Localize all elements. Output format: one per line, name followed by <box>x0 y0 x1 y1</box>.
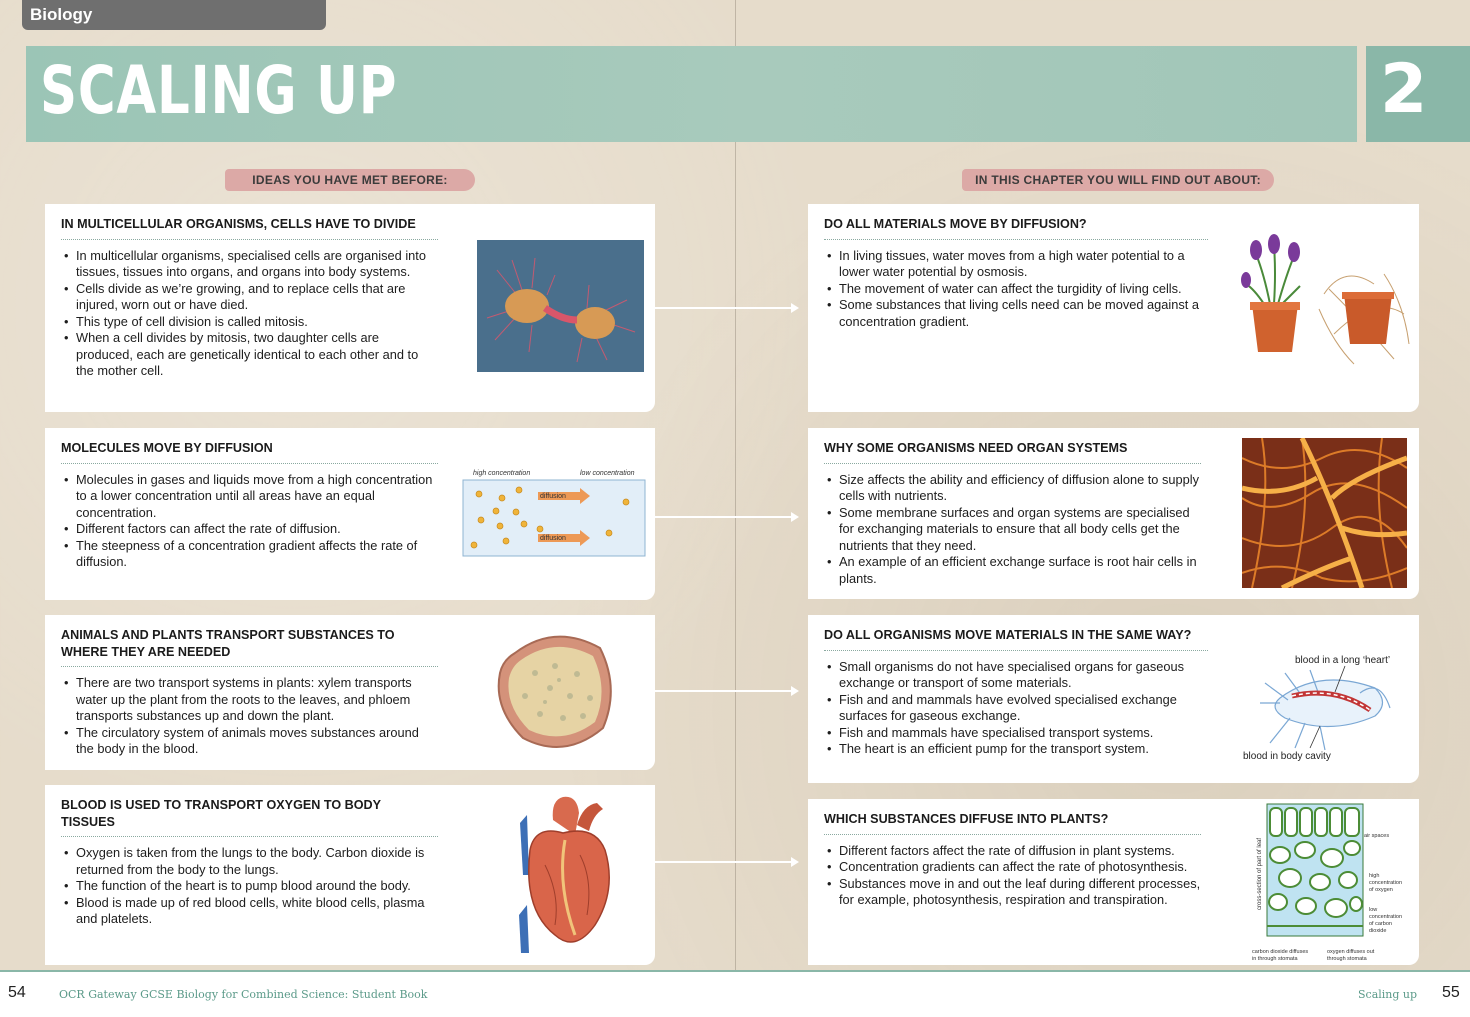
connector-arrow <box>655 690 793 692</box>
chapter-title: SCALING UP <box>40 52 398 129</box>
heart-illustration <box>505 795 623 955</box>
bullet-item: • Oxygen is taken from the lungs to the body. Carbon dioxide is returned from the body to the lungs. <box>76 845 438 878</box>
bullet-list <box>824 843 1204 909</box>
stem-cross-section <box>495 628 619 756</box>
bullet-item: • Cells divide as we’re growing, and to replace cells that are injured, worn out or have died. <box>76 281 438 314</box>
card-title: ANIMALS AND PLANTS TRANSPORT SUBSTANCES TO WHERE THEY ARE NEEDED <box>61 627 438 667</box>
bullet-list <box>61 472 438 571</box>
bullet-item: • The heart is an efficient pump for the transport system. <box>839 741 1208 758</box>
bullet-list <box>61 248 438 380</box>
low-carbon-dioxide-label: low concentration of carbon dioxide <box>1369 907 1403 934</box>
blood-body-cavity-label: blood in body cavity <box>1243 751 1331 762</box>
bullet-item: • Size affects the ability and efficiency of diffusion alone to supply cells with nutrients. <box>839 472 1204 505</box>
diffusion-diagram <box>462 466 646 558</box>
card-title: DO ALL MATERIALS MOVE BY DIFFUSION? <box>824 216 1208 240</box>
left-page-number: 54 <box>8 984 26 1001</box>
high-concentration-label: high concentration <box>473 470 531 477</box>
connector-arrow <box>655 516 793 518</box>
book-title: OCR Gateway GCSE Biology for Combined Science: Student Book <box>59 988 428 1001</box>
card-title: MOLECULES MOVE BY DIFFUSION <box>61 440 438 464</box>
bullet-item: • Blood is made up of red blood cells, white blood cells, plasma and platelets. <box>76 895 438 928</box>
card-title: WHY SOME ORGANISMS NEED ORGAN SYSTEMS <box>824 440 1201 464</box>
bullet-item: • An example of an efficient exchange surface is root hair cells in plants. <box>839 554 1204 587</box>
cell-division-micrograph <box>477 240 644 372</box>
diffusion-arrow-label: diffusion <box>540 535 566 542</box>
bullet-item: • Molecules in gases and liquids move from a high concentration to a lower concentration until all areas have an equal concentration. <box>76 472 438 522</box>
low-concentration-label: low concentration <box>580 470 635 477</box>
bullet-list <box>61 845 438 928</box>
bullet-item: • In living tissues, water moves from a high water potential to a lower water potential by osmosis. <box>839 248 1208 281</box>
bullet-item: • The steepness of a concentration gradient affects the rate of diffusion. <box>76 538 438 571</box>
bullet-item: • Different factors affect the rate of diffusion in plant systems. <box>839 843 1204 860</box>
connector-arrow <box>655 861 793 863</box>
air-spaces-label: air spaces <box>1364 833 1390 839</box>
find-out-about-heading: IN THIS CHAPTER YOU WILL FIND OUT ABOUT: <box>962 169 1274 191</box>
bullet-item: • Small organisms do not have specialised organs for gaseous exchange or transport of some materials. <box>839 659 1208 692</box>
bullet-item: • This type of cell division is called mitosis. <box>76 314 438 331</box>
leaf-cross-section-diagram <box>1250 800 1415 964</box>
bullet-item: • The circulatory system of animals moves substances around the body in the blood. <box>76 725 438 758</box>
page-spine <box>735 0 736 970</box>
diffusion-arrow-label: diffusion <box>540 493 566 500</box>
bullet-item: • When a cell divides by mitosis, two daughter cells are produced, each are genetically identical to each other and to the mother cell. <box>76 330 438 380</box>
bullet-item: • Different factors can affect the rate of diffusion. <box>76 521 438 538</box>
insect-circulation-diagram <box>1240 648 1410 766</box>
subject-tab: Biology <box>22 0 326 30</box>
high-oxygen-label: high concentration of oxygen <box>1369 873 1403 893</box>
card-title: IN MULTICELLULAR ORGANISMS, CELLS HAVE TO DIVIDE <box>61 216 438 240</box>
bullet-item: • Concentration gradients can affect the rate of photosynthesis. <box>839 859 1204 876</box>
bullet-item: • Substances move in and out the leaf during different processes, for example, photosynthesis, respiration and transpiration. <box>839 876 1204 909</box>
plants-turgid-wilted-photo <box>1234 234 1414 374</box>
oxygen-out-label: oxygen diffuses out through stomata <box>1327 949 1375 962</box>
card-title: WHICH SUBSTANCES DIFFUSE INTO PLANTS? <box>824 811 1201 835</box>
bullet-list <box>61 675 438 758</box>
root-hair-micrograph <box>1242 438 1407 588</box>
blood-long-heart-label: blood in a long ‘heart’ <box>1295 655 1391 666</box>
bullet-list <box>824 248 1208 331</box>
bullet-item: • Some membrane surfaces and organ systems are specialised for exchanging materials to ensure that all body cells get the nutrients that they need. <box>839 505 1204 555</box>
bullet-item: • Fish and mammals have specialised transport systems. <box>839 725 1208 742</box>
bullet-item: • The function of the heart is to pump blood around the body. <box>76 878 438 895</box>
running-head: Scaling up <box>1358 988 1418 1001</box>
bullet-list <box>824 472 1204 588</box>
card-title: BLOOD IS USED TO TRANSPORT OXYGEN TO BODY TISSUES <box>61 797 438 837</box>
bullet-item: • In multicellular organisms, specialised cells are organised into tissues, tissues into organs, and organs into body systems. <box>76 248 438 281</box>
carbon-dioxide-in-label: carbon dioxide diffuses in through stomata <box>1252 949 1309 962</box>
bullet-item: • There are two transport systems in plants: xylem transports water up the plant from the roots to the leaves, and phloem transports substances up and down the plant. <box>76 675 438 725</box>
bullet-item: • The movement of water can affect the turgidity of living cells. <box>839 281 1208 298</box>
bullet-item: • Fish and and mammals have evolved specialised exchange surfaces for gaseous exchange. <box>839 692 1208 725</box>
right-page-number: 55 <box>1442 984 1460 1001</box>
card-title: DO ALL ORGANISMS MOVE MATERIALS IN THE SAME WAY? <box>824 627 1208 651</box>
chapter-number: 2 <box>1380 50 1428 129</box>
bullet-list <box>824 659 1208 758</box>
bullet-item: • Some substances that living cells need can be moved against a concentration gradient. <box>839 297 1208 330</box>
leaf-section-label: cross-section of part of leaf <box>1257 837 1263 910</box>
ideas-met-before-heading: IDEAS YOU HAVE MET BEFORE: <box>225 169 475 191</box>
connector-arrow <box>655 307 793 309</box>
